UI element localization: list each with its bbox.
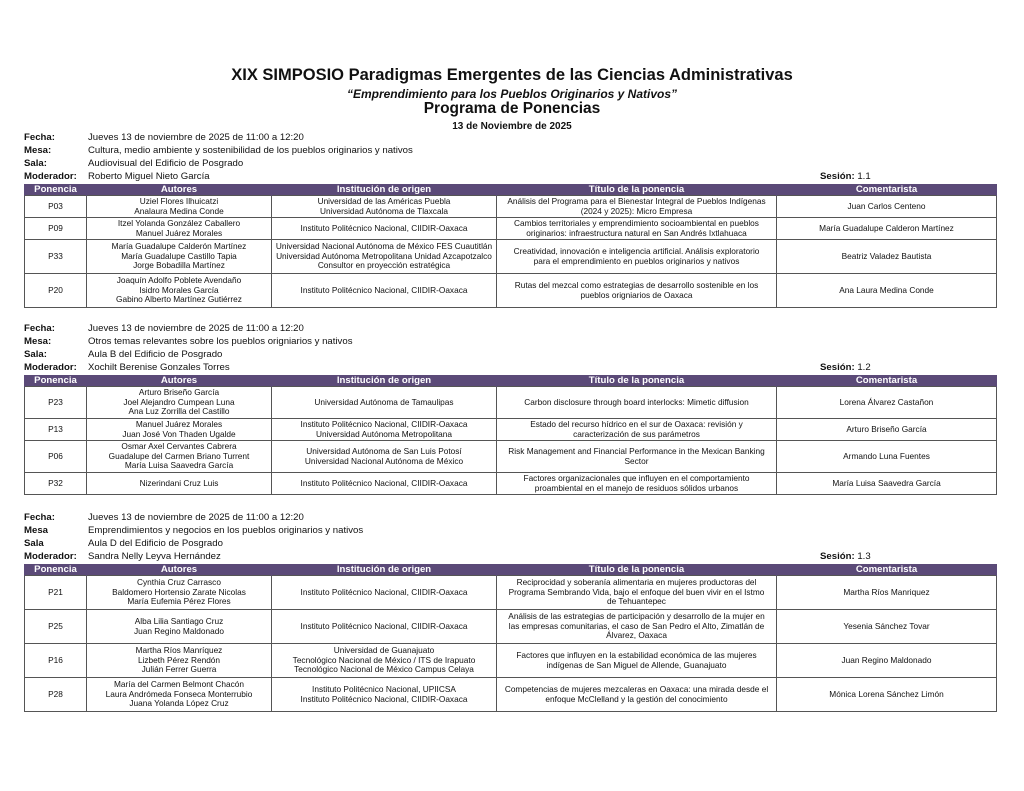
meta-fecha	[24, 132, 996, 145]
title-line: Competencias de mujeres mezcaleras en Oaxaca: una mirada desde el	[504, 683, 769, 694]
author-line: Martha Ríos Manríquez	[135, 645, 223, 656]
meta-sala	[24, 349, 996, 362]
author-line: Guadalupe del Carmen Briano Turrent	[108, 450, 250, 461]
title-line: Rutas del mezcal como estrategias de desarrollo sostenible en los	[514, 279, 759, 290]
title-line: Carbon disclosure through board interlocks: Mimetic diffusion	[524, 396, 749, 407]
institution-cell	[272, 473, 497, 495]
col-institucion: Institución de origen	[272, 375, 497, 387]
author-line: Juan José Von Thaden Ugalde	[122, 428, 236, 439]
title-line: Cambios territoriales y emprendimiento socioambiental en pueblos	[514, 217, 759, 228]
commentator-cell: Martha Ríos Manriquez	[777, 576, 997, 610]
meta-label: Moderador:	[24, 171, 77, 182]
institution-line: Universidad de las Américas Puebla	[317, 195, 451, 206]
commentator-cell: Ana Laura Medina Conde	[777, 274, 997, 308]
institution-line: Universidad Autónoma de San Luis Potosí	[306, 445, 462, 456]
author-line: Itzel Yolanda González Caballero	[117, 217, 241, 228]
title-cell	[497, 196, 777, 218]
authors-cell	[87, 196, 272, 218]
meta-label: Moderador:	[24, 551, 77, 562]
institution-line: Instituto Politécnico Nacional, CIIDIR-Oaxaca	[300, 620, 468, 631]
institution-cell	[272, 218, 497, 240]
col-comentarista: Comentarista	[777, 375, 997, 387]
commentator-cell: Arturo Briseño García	[777, 419, 997, 441]
meta-label: Mesa	[24, 525, 48, 536]
session-value: 1.2	[857, 362, 871, 373]
paper-id: P33	[25, 240, 87, 274]
title-line: Reciprocidad y soberanía alimentaria en mujeres productoras del	[516, 577, 757, 588]
col-titulo: Título de la ponencia	[497, 375, 777, 387]
paper-id: P21	[25, 576, 87, 610]
title-cell	[497, 387, 777, 419]
table-row	[25, 274, 997, 308]
authors-cell	[87, 387, 272, 419]
institution-cell	[272, 196, 497, 218]
title-cell	[497, 576, 777, 610]
authors-cell	[87, 678, 272, 712]
institution-line: Tecnológico Nacional de México Campus Celaya	[294, 664, 474, 675]
col-titulo: Título de la ponencia	[497, 184, 777, 196]
authors-cell	[87, 441, 272, 473]
session-label: Sesión:	[820, 171, 855, 182]
title-cell	[497, 419, 777, 441]
author-line: María del Carmen Belmont Chacón	[113, 679, 245, 690]
institution-cell	[272, 610, 497, 644]
author-line: Nizerindani Cruz Luis	[139, 477, 219, 488]
program-title: Programa de Ponencias	[423, 100, 601, 117]
session-number	[820, 362, 871, 375]
author-line: Lizbeth Pérez Rendón	[137, 654, 221, 665]
table-row	[25, 644, 997, 678]
title-line: Creatividad, innovación e inteligencia artificial. Análisis exploratorio	[513, 245, 760, 256]
title-line: Análisis del Programa para el Bienestar Integral de Pueblos Indígenas	[507, 195, 766, 206]
col-institucion: Institución de origen	[272, 184, 497, 196]
title-line: caracterización de sus parámetros	[573, 428, 700, 439]
institution-cell	[272, 644, 497, 678]
title-cell	[497, 240, 777, 274]
meta-fecha	[24, 323, 996, 336]
institution-line: Instituto Politécnico Nacional, CIIDIR-Oaxaca	[300, 586, 468, 597]
col-autores: Autores	[87, 564, 272, 576]
title-line: Risk Management and Financial Performance in the Mexican Banking	[508, 445, 765, 456]
commentator-cell: Yesenia Sánchez Tovar	[777, 610, 997, 644]
institution-line: Tecnológico Nacional de México / ITS de Irapuato	[292, 654, 476, 665]
table-row	[25, 610, 997, 644]
meta-label: Sala:	[24, 158, 47, 169]
papers-table	[24, 564, 997, 712]
title-line: Análisis de las estrategias de participación y desarrollo de la mujer en	[508, 611, 765, 622]
session-block	[24, 132, 996, 308]
title-cell	[497, 473, 777, 495]
meta-label: Sala	[24, 538, 44, 549]
author-line: Juan Regino Maldonado	[134, 625, 224, 636]
author-line: Arturo Briseño García	[138, 387, 220, 398]
col-ponencia: Ponencia	[25, 375, 87, 387]
author-line: Joel Alejandro Cumpean Luna	[123, 396, 235, 407]
institution-line: Instituto Politécnico Nacional, CIIDIR-Oaxaca	[300, 222, 468, 233]
institution-line: Universidad Autónoma de Tlaxcala	[319, 205, 449, 216]
col-comentarista: Comentarista	[777, 184, 997, 196]
commentator-cell: María Luisa Saavedra García	[777, 473, 997, 495]
title-line: enfoque McClelland y la gestión del conocimiento	[545, 693, 728, 704]
commentator-cell: Lorena Álvarez Castañon	[777, 387, 997, 419]
meta-value: Audiovisual del Edificio de Posgrado	[88, 158, 244, 169]
symposium-subtitle: “Emprendimiento para los Pueblos Originarios y Nativos”	[346, 87, 678, 101]
col-ponencia: Ponencia	[25, 184, 87, 196]
session-value: 1.3	[857, 551, 871, 562]
col-ponencia: Ponencia	[25, 564, 87, 576]
institution-line: Universidad Autónoma Metropolitana Unidad Azcapotzalco	[276, 250, 492, 261]
commentator-cell: Mónica Lorena Sánchez Limón	[777, 678, 997, 712]
author-line: Cynthia Cruz Carrasco	[137, 577, 221, 588]
commentator-cell: Beatriz Valadez Bautista	[777, 240, 997, 274]
table-row	[25, 576, 997, 610]
title-line: proambiental en el manejo de residuos sólidos urbanos	[534, 482, 739, 493]
institution-line: Universidad de Guanajuato	[333, 645, 435, 656]
paper-id: P23	[25, 387, 87, 419]
meta-label: Sala:	[24, 349, 47, 360]
institution-cell	[272, 240, 497, 274]
authors-cell	[87, 240, 272, 274]
author-line: Manuel Juárez Morales	[135, 418, 223, 429]
meta-value: Emprendimientos y negocios en los pueblos originarios y nativos	[88, 525, 364, 536]
title-line: Sector	[624, 455, 649, 466]
title-cell	[497, 644, 777, 678]
symposium-title: XIX SIMPOSIO Paradigmas Emergentes de las Ciencias Administrativas	[231, 66, 793, 84]
meta-value: Jueves 13 de noviembre de 2025 de 11:00 a 12:20	[88, 512, 304, 523]
institution-line: Universidad Autónoma Metropolitana	[315, 428, 453, 439]
col-titulo: Título de la ponencia	[497, 564, 777, 576]
meta-label: Fecha:	[24, 132, 55, 143]
title-cell	[497, 678, 777, 712]
authors-cell	[87, 218, 272, 240]
title-line: originarios: infraestructura natural en San Andrés Ixtlahuaca	[526, 227, 747, 238]
author-line: Ana Luz Zorrilla del Castillo	[128, 406, 230, 417]
session-label: Sesión:	[820, 551, 855, 562]
authors-cell	[87, 473, 272, 495]
col-institucion: Institución de origen	[272, 564, 497, 576]
meta-sala	[24, 538, 996, 551]
table-row	[25, 441, 997, 473]
papers-table	[24, 184, 997, 308]
title-line: Factores que influyen en la estabilidad económica de las mujeres	[516, 649, 757, 660]
author-line: Julián Ferrer Guerra	[141, 664, 217, 675]
meta-label: Fecha:	[24, 323, 55, 334]
table-row	[25, 387, 997, 419]
institution-line: Instituto Politécnico Nacional, CIIDIR-Oaxaca	[300, 477, 468, 488]
table-row	[25, 240, 997, 274]
table-header	[25, 375, 997, 387]
meta-label: Mesa:	[24, 336, 52, 347]
title-cell	[497, 274, 777, 308]
title-line: Programa Sembrando Vida, bajo el enfoque del buen vivir en el Istmo	[508, 586, 765, 597]
author-line: María Luisa Saavedra García	[124, 460, 234, 471]
title-line: pueblos origniarios de Oaxaca	[580, 289, 693, 300]
table-header	[25, 184, 997, 196]
commentator-cell: Armando Luna Fuentes	[777, 441, 997, 473]
title-cell	[497, 441, 777, 473]
title-line: para el emprendimiento en pueblos originarios y nativos	[533, 255, 740, 266]
col-comentarista: Comentarista	[777, 564, 997, 576]
author-line: María Guadalupe Calderón Martínez	[111, 241, 247, 252]
paper-id: P03	[25, 196, 87, 218]
meta-label: Fecha:	[24, 512, 55, 523]
title-cell	[497, 610, 777, 644]
institution-line: Universidad Autónoma de Tamaulipas	[314, 396, 454, 407]
author-line: Baldomero Hortensio Zarate Nicolas	[112, 586, 246, 597]
paper-id: P06	[25, 441, 87, 473]
paper-id: P28	[25, 678, 87, 712]
author-line: María Guadalupe Castillo Tapia	[121, 250, 237, 261]
session-number	[820, 171, 871, 184]
meta-value: Jueves 13 de noviembre de 2025 de 11:00 a 12:20	[88, 132, 304, 143]
title-line: (2024 y 2025): Micro Empresa	[580, 205, 693, 216]
meta-fecha	[24, 512, 996, 525]
paper-id: P13	[25, 419, 87, 441]
meta-value: Sandra Nelly Leyva Hernández	[88, 551, 221, 562]
institution-line: Universidad Nacional Autónoma de México FES Cuautitlán	[275, 241, 493, 252]
meta-value: Cultura, medio ambiente y sostenibilidad de los pueblos originarios y nativos	[88, 145, 413, 156]
institution-cell	[272, 419, 497, 441]
institution-cell	[272, 678, 497, 712]
paper-id: P32	[25, 473, 87, 495]
institution-line: Instituto Politécnico Nacional, CIIDIR-Oaxaca	[300, 693, 468, 704]
authors-cell	[87, 274, 272, 308]
meta-mesa	[24, 336, 996, 349]
session-value: 1.1	[857, 171, 871, 182]
title-line: Álvarez, Oaxaca	[606, 630, 667, 641]
program-date: 13 de Noviembre de 2025	[452, 121, 572, 132]
authors-cell	[87, 644, 272, 678]
author-line: Osmar Axel Cervantes Cabrera	[121, 441, 237, 452]
institution-cell	[272, 387, 497, 419]
meta-mesa	[24, 525, 996, 538]
institution-cell	[272, 441, 497, 473]
authors-cell	[87, 419, 272, 441]
table-header	[25, 564, 997, 576]
author-line: Juana Yolanda López Cruz	[129, 698, 229, 709]
paper-id: P09	[25, 218, 87, 240]
meta-value: Otros temas relevantes sobre los pueblos origniarios y nativos	[88, 336, 353, 347]
table-row	[25, 196, 997, 218]
author-line: Isidro Morales García	[139, 284, 219, 295]
institution-line: Consultor en proyección estratégica	[317, 260, 451, 271]
session-number	[820, 551, 871, 564]
session-label: Sesión:	[820, 362, 855, 373]
title-line: Estado del recurso hídrico en el sur de Oaxaca: revisión y	[530, 418, 743, 429]
col-autores: Autores	[87, 375, 272, 387]
meta-label: Mesa:	[24, 145, 52, 156]
institution-line: Instituto Politécnico Nacional, UPIICSA	[312, 683, 456, 694]
table-row	[25, 678, 997, 712]
meta-moderador	[24, 362, 996, 375]
title-line: las empresas comunitarias, el caso de San Pedro el Alto, Zimatlán de	[508, 620, 765, 631]
meta-value: Xochilt Berenise Gonzales Torres	[88, 362, 230, 373]
institution-line: Instituto Politécnico Nacional, CIIDIR-Oaxaca	[300, 418, 468, 429]
author-line: Uziel Flores Ilhuicatzi	[139, 195, 219, 206]
meta-value: Roberto Miguel Nieto García	[88, 171, 210, 182]
authors-cell	[87, 610, 272, 644]
institution-cell	[272, 274, 497, 308]
meta-label: Moderador:	[24, 362, 77, 373]
commentator-cell: Juan Carlos Centeno	[777, 196, 997, 218]
author-line: Gabino Alberto Martínez Gutiérrez	[116, 294, 242, 305]
author-line: María Eufemia Pérez Flores	[127, 596, 231, 607]
meta-moderador	[24, 171, 996, 184]
paper-id: P25	[25, 610, 87, 644]
title-line: indígenas de San Miguel de Allende, Guanajuato	[546, 659, 727, 670]
table-row	[25, 473, 997, 495]
session-block	[24, 323, 996, 495]
institution-cell	[272, 576, 497, 610]
meta-value: Jueves 13 de noviembre de 2025 de 11:00 a 12:20	[88, 323, 304, 334]
author-line: Laura Andrómeda Fonseca Monterrubio	[105, 688, 253, 699]
institution-line: Instituto Politécnico Nacional, CIIDIR-Oaxaca	[300, 284, 468, 295]
meta-value: Aula D del Edificio de Posgrado	[88, 538, 223, 549]
author-line: Joaquín Adolfo Poblete Avendaño	[116, 275, 242, 286]
paper-id: P20	[25, 274, 87, 308]
authors-cell	[87, 576, 272, 610]
title-line: Factores organizacionales que influyen en el comportamiento	[523, 472, 750, 483]
author-line: Manuel Juárez Morales	[135, 227, 223, 238]
institution-line: Universidad Nacional Autónoma de México	[304, 455, 464, 466]
title-cell	[497, 218, 777, 240]
session-block	[24, 512, 996, 712]
table-row	[25, 218, 997, 240]
meta-value: Aula B del Edificio de Posgrado	[88, 349, 223, 360]
title-line: de Tehuantepec	[607, 596, 666, 607]
commentator-cell: Juan Regino Maldonado	[777, 644, 997, 678]
meta-sala	[24, 158, 996, 171]
meta-mesa	[24, 145, 996, 158]
author-line: Analaura Medina Conde	[134, 205, 224, 216]
col-autores: Autores	[87, 184, 272, 196]
author-line: Jorge Bobadilla Martínez	[133, 260, 225, 271]
meta-moderador	[24, 551, 996, 564]
table-row	[25, 419, 997, 441]
commentator-cell: María Guadalupe Calderon Martínez	[777, 218, 997, 240]
papers-table	[24, 375, 997, 495]
author-line: Alba Lilia Santiago Cruz	[134, 615, 224, 626]
paper-id: P16	[25, 644, 87, 678]
